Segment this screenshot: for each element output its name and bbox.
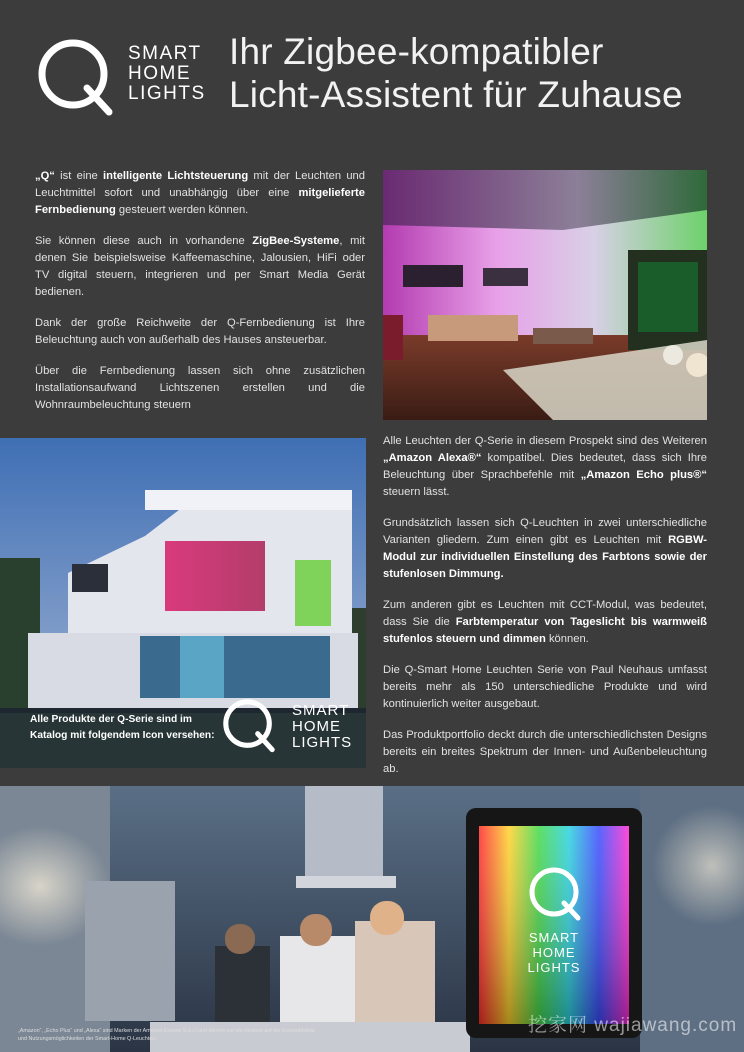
feature-paragraph — [383, 433, 707, 501]
body-text: , mit denen Sie beispielsweise Kaffeemaschine, Jalousien, HiFi oder TV digital steuern, integrieren und per Smart Media Gerät bedienen. — [35, 235, 365, 298]
body-text: kompatibel. Dies bedeutet, dass sich Ihre Beleuchtung über Sprachbefehle mit — [383, 452, 707, 481]
emphasis-text: „Q“ — [35, 170, 55, 182]
intro-text-column — [35, 168, 365, 428]
body-text: steuern lässt. — [383, 486, 450, 498]
intro-paragraph — [35, 168, 365, 219]
q-logo-icon — [220, 696, 278, 754]
body-text: ist eine — [54, 170, 104, 182]
feature-paragraph — [383, 727, 707, 778]
emphasis-text: „Amazon Echo plus®“ — [580, 469, 707, 481]
body-text: Die Q-Smart Home Leuchten Serie von Paul Neuhaus umfasst bereits mehr als 150 unterschiedliche Produkte und wird kontinuierlich weiter ausgebaut. — [383, 664, 707, 710]
body-text: mit der Leuchten und Leuchtmittel sofort und unabhängig über eine — [35, 170, 365, 199]
emphasis-text: mitgelieferte Fernbedienung — [35, 187, 365, 216]
brand-wordmark — [128, 44, 206, 104]
brand-line: SMART — [292, 702, 350, 719]
brand-line: LIGHTS — [292, 734, 353, 751]
watermark: 挖家网 wajiawang.com — [528, 1015, 738, 1036]
emphasis-text: „Amazon Alexa®“ — [383, 452, 482, 464]
headline-line-2: Licht-Assistent für Zuhause — [229, 74, 683, 115]
emphasis-text: intelligente Lichtsteuerung — [103, 170, 249, 182]
tablet-brand-line: SMART — [528, 930, 580, 945]
body-text: Alle Leuchten der Q-Serie in diesem Prospekt sind des Weiteren — [383, 435, 707, 447]
trademark-disclaimer: „Amazon“, „Echo Plus“ und „Alexa“ sind Marken der Amazon Europe S.à r.l und dienen nur als Hinweis auf die Kompatibilität und Nutzungsmöglichkeiten der Smart-Home Q-Leuchten. — [18, 1028, 315, 1042]
feature-paragraph — [383, 597, 707, 648]
intro-paragraph — [35, 233, 365, 301]
body-text: Das Produktportfolio deckt durch die unterschiedlichsten Designs bereits ein breites Spektrum der Innen- und Außenbeleuchtung ab. — [383, 729, 707, 775]
body-text: gesteuert werden können. — [115, 204, 249, 216]
tablet-brand-line: HOME — [532, 945, 576, 960]
feature-text-column — [383, 433, 707, 792]
page-title — [229, 30, 683, 116]
brand-wordmark-small — [292, 703, 352, 751]
feature-paragraph — [383, 515, 707, 583]
living-room-photo — [383, 170, 707, 420]
tablet-device — [466, 808, 642, 1038]
body-text: Dank der große Reichweite der Q-Fernbedienung ist Ihre Beleuchtung auch von außerhalb des Hauses ansteuerbar. — [35, 317, 365, 346]
house-label: Alle Produkte der Q-Serie sind im Katalog mit folgendem Icon versehen: — [30, 714, 215, 741]
body-text: Grundsätzlich lassen sich Q-Leuchten in zwei unterschiedliche Varianten gliedern. Zum einen gibt es Leuchten mit — [383, 517, 707, 546]
body-text: Sie können diese auch in vorhandene — [35, 235, 253, 247]
brand-line: HOME — [128, 63, 191, 84]
body-text: Zum anderen gibt es Leuchten mit CCT-Modul, was bedeutet, dass Sie die — [383, 599, 707, 628]
body-text: Über die Fernbedienung lassen sich ohne zusätzlichen Installationsaufwand Lichtszenen erstellen und die Wohnraumbeleuchtung steuern — [35, 365, 365, 411]
tablet-brand-line: LIGHTS — [527, 960, 581, 975]
q-logo-icon — [35, 36, 115, 116]
body-text: können. — [545, 633, 589, 645]
feature-paragraph — [383, 662, 707, 713]
emphasis-text: RGBW-Modul zur individuellen Einstellung des Farbtons sowie der stufenlosen Dimmung. — [383, 534, 707, 580]
emphasis-text: ZigBee-Systeme — [252, 235, 340, 247]
brand-line: HOME — [292, 718, 341, 735]
intro-paragraph — [35, 363, 365, 414]
brand-line: SMART — [128, 43, 202, 64]
intro-paragraph — [35, 315, 365, 349]
emphasis-text: Farbtemperatur von Tageslicht bis warmweiß stufenlos steuern und dimmen — [383, 616, 707, 645]
brand-line: LIGHTS — [128, 83, 206, 104]
headline-line-1: Ihr Zigbee-kompatibler — [229, 31, 604, 72]
